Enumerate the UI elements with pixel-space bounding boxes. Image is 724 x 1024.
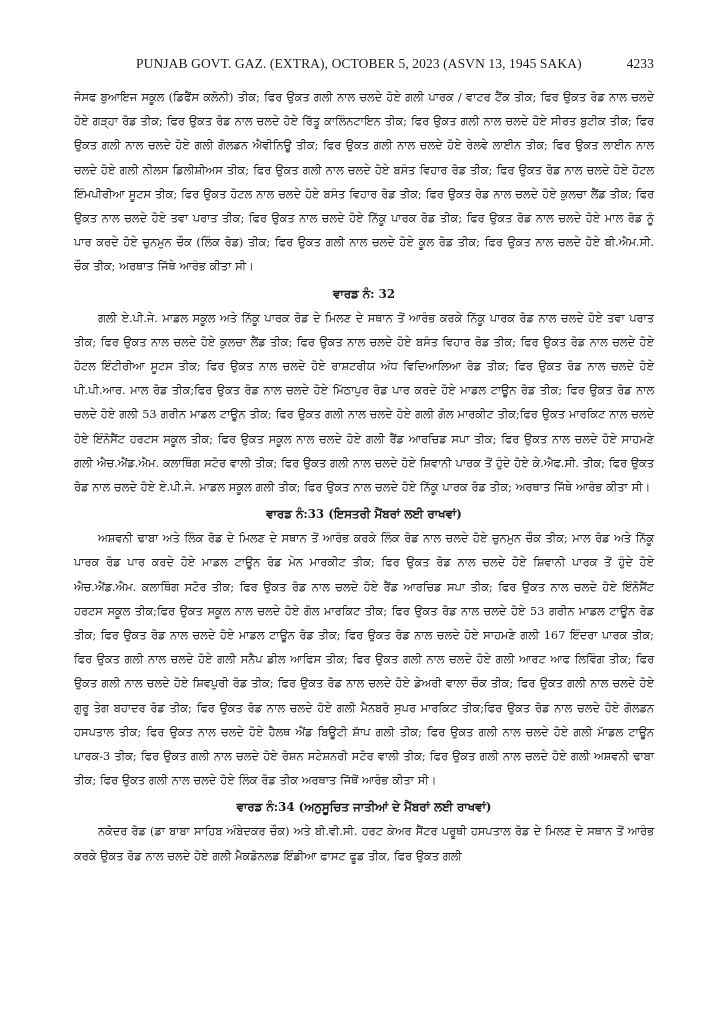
ward-33-heading: ਵਾਰਡ ਨੰ:33 (ਇਸਤਰੀ ਮੈਂਬਰਾਂ ਲਈ ਰਾਖਵਾਂ) [266,507,462,522]
continuation-paragraph: ਜੋਸਫ ਬੁਆਇਜ ਸਕੂਲ (ਡਿਫੈਂਸ ਕਲੋਨੀ) ਤੀਕ; ਫਿਰ ਉਕਤ ਗਲੀ ਨਾਲ ਚਲਦੇ ਹੋਏ ਗਲੀ ਪਾਰਕ / ਵਾਟਰ ਟੈਂਕ ਤੀਕ; ਫਿਰ ਉਕਤ ਰੋਡ ਨਾਲ ਚਲਦੇ ਹੋਏ ਗੜ੍ਹਾ ਰੋਡ ਤੀਕ; ਫਿਰ ਉਕਤ ਰੋਡ ਨਾਲ ਚਲਦੇ ਹੋਏ ਰਿੱਤੂ ਕਾਲਿੰਨਟਾਇਨ ਤੀਕ; ਫਿਰ ਉਕਤ ਗਲੀ ਨਾਲ ਚਲਦੇ ਹੋਏ ਸੀਰਤ ਬੁਟੀਕ ਤੀਕ; ਫਿਰ ਉਕਤ ਗਲੀ ਨਾਲ ਚਲਦੇ ਹੋਏ ਗਲੀ ਗੋਲਡਨ ਐਵੀਨਿਊ ਤੀਕ; ਫਿਰ ਉਕਤ ਗਲੀ ਨਾਲ ਚਲਦੇ ਹੋਏ ਰੇਲਵੇ ਲਾਈਨ ਤੀਕ; ਫਿਰ ਉਕਤ ਲਾਈਨ ਨਾਲ ਚਲਦੇ ਹੋਏ ਗਲੀ ਨੀਲਸ ਡਿਲੀਸ਼ੀਅਸ ਤੀਕ; ਫਿਰ ਉਕਤ ਗਲੀ ਨਾਲ ਚਲਦੇ ਹੋਏ ਬਸੰਤ ਵਿਹਾਰ ਰੋਡ ਤੀਕ; ਫਿਰ ਉਕਤ ਰੋਡ ਨਾਲ ਚਲਦੇ ਹੋਏ ਹੋਟਲ ਇੰਮਪੀਰੀਆ ਸੂਟਸ ਤੀਕ; ਫਿਰ ਉਕਤ ਹੋਟਲ ਨਾਲ ਚਲਦੇ ਹੋਏ ਬਸੰਤ ਵਿਹਾਰ ਰੋਡ ਤੀਕ; ਫਿਰ ਉਕਤ ਰੋਡ ਨਾਲ ਚਲਦੇ ਹੋਏ ਕੁਲਚਾ ਲੈਂਡ ਤੀਕ; ਫਿਰ ਉਕਤ ਨਾਲ ਚਲਦੇ ਹੋਏ ਤਵਾ ਪਰਾਤ ਤੀਕ; ਫਿਰ ਉਕਤ ਨਾਲ ਚਲਦੇ ਹੋਏ ਨਿੱਕੂ ਪਾਰਕ ਰੋਡ ਤੀਕ; ਫਿਰ ਉਕਤ ਰੋਡ ਨਾਲ ਚਲਦੇ ਹੋਏ ਮਾਲ ਰੋਡ ਨੂੰ ਪਾਰ ਕਰਦੇ ਹੋਏ ਚੁਨਮੁਨ ਚੌਕ (ਲਿੰਕ ਰੋਡ) ਤੀਕ; ਫਿਰ ਉਕਤ ਗਲੀ ਨਾਲ ਚਲਦੇ ਹੋਏ ਕੂਲ ਰੋਡ ਤੀਕ; ਫਿਰ ਉਕਤ ਨਾਲ ਚਲਦੇ ਹੋਏ ਬੀ.ਐਮ.ਸੀ. ਚੌਕ ਤੀਕ; ਅਰਥਾਤ ਜਿੱਥੇ ਆਰੰਭ ਕੀਤਾ ਸੀ। [74,91,654,274]
ward-32-boundary-text: ਗਲੀ ਏ.ਪੀ.ਜੇ. ਮਾਡਲ ਸਕੂਲ ਅਤੇ ਨਿੱਕੂ ਪਾਰਕ ਰੋਡ ਦੇ ਮਿਲਣ ਦੇ ਸਥਾਨ ਤੋਂ ਆਰੰਭ ਕਰਕੇ ਨਿੱਕੂ ਪਾਰਕ ਰੋਡ ਨਾਲ ਚਲਦੇ ਹੋਏ ਤਵਾ ਪਰਾਤ ਤੀਕ; ਫਿਰ ਉਕਤ ਨਾਲ ਚਲਦੇ ਹੋਏ ਕੁਲਚਾ ਲੈਂਡ ਤੀਕ; ਫਿਰ ਉਕਤ ਨਾਲ ਚਲਦੇ ਹੋਏ ਬਸੰਤ ਵਿਹਾਰ ਰੋਡ ਤੀਕ; ਫਿਰ ਉਕਤ ਰੋਡ ਨਾਲ ਚਲਦੇ ਹੋਏ ਹੋਟਲ ਇੰਟੀਰੀਆ ਸੂਟਸ ਤੀਕ; ਫਿਰ ਉਕਤ ਨਾਲ ਚਲਦੇ ਹੋਏ ਰਾਸ਼ਟਰੀਯ ਅੰਧ ਵਿਦਿਆਲਿਆ ਰੋਡ ਤੀਕ; ਫਿਰ ਉਕਤ ਰੋਡ ਨਾਲ ਚਲਦੇ ਹੋਏ ਪੀ.ਪੀ.ਆਰ. ਮਾਲ ਰੋਡ ਤੀਕ;ਫਿਰ ਉਕਤ ਰੋਡ ਨਾਲ ਚਲਦੇ ਹੋਏ ਮਿੱਠਾਪੁਰ ਰੋਡ ਪਾਰ ਕਰਦੇ ਹੋਏ ਮਾਡਲ ਟਾਊਨ ਰੋਡ ਤੀਕ; ਫਿਰ ਉਕਤ ਰੋਡ ਨਾਲ ਚਲਦੇ ਹੋਏ ਗਲੀ 53 ਗਰੀਨ ਮਾਡਲ ਟਾਊਨ ਤੀਕ; ਫਿਰ ਉਕਤ ਗਲੀ ਨਾਲ ਚਲਦੇ ਹੋਏ ਗਲੀ ਗੋਲ ਮਾਰਕੀਟ ਤੀਕ;ਫਿਰ ਉਕਤ ਮਾਰਕਿਟ ਨਾਲ ਚਲਦੇ ਹੋਏ ਇੰਨੋਸੈਂਟ ਹਰਟਸ ਸਕੂਲ ਤੀਕ; ਫਿਰ ਉਕਤ ਸਕੂਲ ਨਾਲ ਚਲਦੇ ਹੋਏ ਗਲੀ ਰੈਂਡ ਆਰਚਿਡ ਸਪਾ ਤੀਕ; ਫਿਰ ਉਕਤ ਨਾਲ ਚਲਦੇ ਹੋਏ ਸਾਹਮਣੇ ਗਲੀ ਐਚ.ਐਂਡ.ਐਮ. ਕਲਾਥਿੰਗ ਸਟੋਰ ਵਾਲੀ ਤੀਕ; ਫਿਰ ਉਕਤ ਗਲੀ ਨਾਲ ਚਲਦੇ ਹੋਏ ਸ਼ਿਵਾਨੀ ਪਾਰਕ ਤੋਂ ਹੁੰਦੇ ਹੋਏ ਕੇ.ਐਫ.ਸੀ. ਤੀਕ; ਫਿਰ ਉਕਤ ਰੋਡ ਨਾਲ ਚਲਦੇ ਹੋਏ ਏ.ਪੀ.ਜੇ. ਮਾਡਲ ਸਕੂਲ ਗਲੀ ਤੀਕ; ਫਿਰ ਉਕਤ ਨਾਲ ਚਲਦੇ ਹੋਏ ਨਿੱਕੂ ਪਾਰਕ ਰੋਡ ਤੀਕ; ਅਰਥਾਤ ਜਿੱਥੇ ਆਰੰਭ ਕੀਤਾ ਸੀ। [74,311,654,495]
page-number: 4233 [626,56,654,71]
gazette-title: PUNJAB GOVT. GAZ. (EXTRA), OCTOBER 5, 2023 (ASVN 13, 1945 SAKA) [136,56,582,71]
ward-34-boundary-text: ਨਕੋਦਰ ਰੋਡ (ਡਾ ਬਾਬਾ ਸਾਹਿਬ ਅੰਬੇਦਕਰ ਚੌਕ) ਅਤੇ ਬੀ.ਵੀ.ਸੀ. ਹਰਟ ਕੇਅਰ ਸੈਂਟਰ ਪਰੂਥੀ ਹਸਪਤਾਲ ਰੋਡ ਦੇ ਮਿਲਣ ਦੇ ਸਥਾਨ ਤੋਂ ਆਰੰਭ ਕਰਕੇ ਉਕਤ ਰੋਡ ਨਾਲ ਚਲਦੇ ਹੋਏ ਗਲੀ ਮੈਕਡੋਨਲਡ ਇੰਡੀਆ ਫਾਸਟ ਫੂਡ ਤੀਕ, ਫਿਰ ਉਕਤ ਗਲੀ [74,825,654,863]
ward-34-heading: ਵਾਰਡ ਨੰ:34 (ਅਨੁਸੂਚਿਤ ਜਾਤੀਆਂ ਦੇ ਮੈਂਬਰਾਂ ਲਈ ਰਾਖਵਾਂ) [236,800,492,815]
ward-32-heading: ਵਾਰਡ ਨੰ: 32 [332,286,396,301]
ward-33-boundary-text: ਅਸ਼ਵਨੀ ਢਾਬਾ ਅਤੇ ਲਿੰਕ ਰੋਡ ਦੇ ਮਿਲਣ ਦੇ ਸਥਾਨ ਤੋਂ ਆਰੰਭ ਕਰਕੇ ਲਿੰਕ ਰੋਡ ਨਾਲ ਚਲਦੇ ਹੋਏ ਚੁਨਮੁਨ ਚੌਕ ਤੀਕ; ਮਾਲ ਰੋਡ ਅਤੇ ਨਿੱਕੂ ਪਾਰਕ ਰੋਡ ਪਾਰ ਕਰਦੇ ਹੋਏ ਮਾਡਲ ਟਾਊਨ ਰੋਡ ਮੇਨ ਮਾਰਕੀਟ ਤੀਕ; ਫਿਰ ਉਕਤ ਰੋਡ ਨਾਲ ਚਲਦੇ ਹੋਏ ਸ਼ਿਵਾਨੀ ਪਾਰਕ ਤੋਂ ਹੁੰਦੇ ਹੋਏ ਐਚ.ਐਂਡ.ਐਮ. ਕਲਾਥਿੰਗ ਸਟੋਰ ਤੀਕ; ਫਿਰ ਉਕਤ ਰੋਡ ਨਾਲ ਚਲਦੇ ਹੋਏ ਰੈਂਡ ਆਰਚਿਡ ਸਪਾ ਤੀਕ; ਫਿਰ ਉਕਤ ਨਾਲ ਚਲਦੇ ਹੋਏ ਇੰਨੋਸੈਂਟ ਹਰਟਸ ਸਕੂਲ ਤੀਕ;ਫਿਰ ਉਕਤ ਸਕੂਲ ਨਾਲ ਚਲਦੇ ਹੋਏ ਗੋਲ ਮਾਰਕਿਟ ਤੀਕ; ਫਿਰ ਉਕਤ ਰੋਡ ਨਾਲ ਚਲਦੇ ਹੋਏ 53 ਗਰੀਨ ਮਾਡਲ ਟਾਊਨ ਰੋਡ ਤੀਕ; ਫਿਰ ਉਕਤ ਰੋਡ ਨਾਲ ਚਲਦੇ ਹੋਏ ਮਾਡਲ ਟਾਊਨ ਰੋਡ ਤੀਕ; ਫਿਰ ਉਕਤ ਰੋਡ ਨਾਲ ਚਲਦੇ ਹੋਏ ਸਾਹਮਣੇ ਗਲੀ 167 ਇੰਦਰਾ ਪਾਰਕ ਤੀਕ; ਫਿਰ ਉਕਤ ਗਲੀ ਨਾਲ ਚਲਦੇ ਹੋਏ ਗਲੀ ਸਨੈਪ ਡੀਲ ਆਫਿਸ ਤੀਕ; ਫਿਰ ਉਕਤ ਗਲੀ ਨਾਲ ਚਲਦੇ ਹੋਏ ਗਲੀ ਆਰਟ ਆਫ ਲਿਵਿੰਗ ਤੀਕ; ਫਿਰ ਉਕਤ ਗਲੀ ਨਾਲ ਚਲਦੇ ਹੋਏ ਸ਼ਿਵਪੁਰੀ ਰੋਡ ਤੀਕ; ਫਿਰ ਉਕਤ ਰੋਡ ਨਾਲ ਚਲਦੇ ਹੋਏ ਡੇਅਰੀ ਵਾਲਾ ਚੌਕ ਤੀਕ; ਫਿਰ ਉਕਤ ਗਲੀ ਨਾਲ ਚਲਦੇ ਹੋਏ ਗੁਰੂ ਤੇਗ ਬਹਾਦਰ ਰੋਡ ਤੀਕ; ਫਿਰ ਉਕਤ ਰੋਡ ਨਾਲ ਚਲਦੇ ਹੋਏ ਗਲੀ ਮੈਨਬਰੋ ਸੁਪਰ ਮਾਰਕਿਟ ਤੀਕ;ਫਿਰ ਉਕਤ ਰੋਡ ਨਾਲ ਚਲਦੇ ਹੋਏ ਗੋਲਡਨ ਹਸਪਤਾਲ ਤੀਕ; ਫਿਰ ਉਕਤ ਨਾਲ ਚਲਦੇ ਹੋਏ ਹੈਲਥ ਐਂਡ ਬਿਊਟੀ ਸ਼ਾੱਪ ਗਲੀ ਤੀਕ; ਫਿਰ ਉਕਤ ਗਲੀ ਨਾਲ ਚਲਦੇ ਹੋਏ ਗਲੀ ਮਾੱਡਲ ਟਾਊਨ ਪਾਰਕ-3 ਤੀਕ; ਫਿਰ ਉਕਤ ਗਲੀ ਨਾਲ ਚਲਦੇ ਹੋਏ ਰੋਸ਼ਨ ਸਟੇਸ਼ਨਰੀ ਸਟੋਰ ਵਾਲੀ ਤੀਕ; ਫਿਰ ਉਕਤ ਗਲੀ ਨਾਲ ਚਲਦੇ ਹੋਏ ਗਲੀ ਅਸ਼ਵਨੀ ਢਾਬਾ ਤੀਕ; ਫਿਰ ਉਕਤ ਗਲੀ ਨਾਲ ਚਲਦੇ ਹੋਏ ਲਿੰਕ ਰੋਡ ਤੀਕ ਅਰਥਾਤ ਜਿੱਥੋਂ ਆਰੰਭ ਕੀਤਾ ਸੀ। [74,532,654,788]
gazette-page [74,56,654,869]
page-header [74,56,654,72]
